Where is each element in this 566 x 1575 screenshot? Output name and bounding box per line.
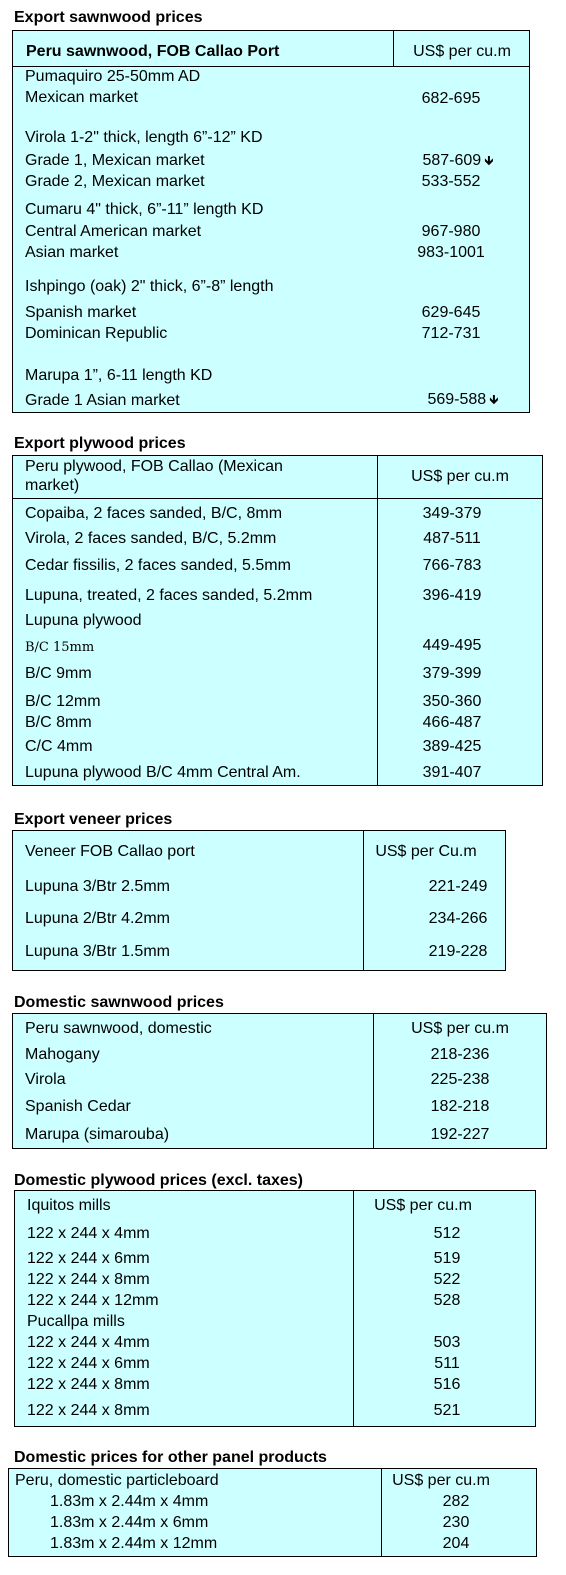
table-row-label: B/C 15mm [25, 640, 95, 655]
section-title-export-plywood: Export plywood prices [14, 435, 186, 452]
table-row-value [393, 152, 523, 170]
table-row-value: 234-266 [428, 910, 488, 927]
table-row-label: Lupuna 2/Btr 4.2mm [25, 910, 170, 927]
table-row-value: 391-407 [422, 764, 482, 781]
table-row-label: Cedar fissilis, 2 faces sanded, 5.5mm [25, 557, 291, 574]
table-row-value-text: 587-609 [422, 152, 482, 169]
table-row-value: 230 [442, 1514, 470, 1531]
table-row-value: 192-227 [430, 1126, 490, 1143]
table-row-value: 389-425 [422, 738, 482, 755]
down-arrow-icon: 🡻 [489, 392, 499, 407]
table-row-label: Lupuna plywood [25, 612, 142, 629]
table-row-value: 379-399 [422, 665, 482, 682]
table-row-value: 218-236 [430, 1046, 490, 1063]
table-row-value: 682-695 [421, 90, 481, 107]
table-row-label: Cumaru 4" thick, 6”-11” length KD [25, 201, 264, 218]
table-row-label: Lupuna plywood B/C 4mm Central Am. [25, 764, 301, 781]
table-row-label: Virola 1-2" thick, length 6”-12” KD [25, 129, 263, 146]
table-row-label: Copaiba, 2 faces sanded, B/C, 8mm [25, 505, 283, 522]
panel-products-table [8, 1468, 537, 1557]
table-header-unit: US$ per Cu.m [375, 843, 477, 860]
table-row-value: 182-218 [430, 1098, 490, 1115]
table-row-label: Pucallpa mills [27, 1313, 125, 1330]
table-row-value-text: 569-588 [427, 391, 487, 408]
table-row-value: 967-980 [421, 223, 481, 240]
table-row-value: 512 [433, 1225, 461, 1242]
table-row-label: 122 x 244 x 8mm [27, 1402, 150, 1419]
table-header-unit: US$ per cu.m [411, 1020, 509, 1037]
table-row-label: 122 x 244 x 12mm [27, 1292, 159, 1309]
table-row-label: 1.83m x 2.44m x 4mm [50, 1493, 209, 1510]
table-row-label: Ishpingo (oak) 2" thick, 6”-8” length [25, 278, 274, 295]
table-header-unit: US$ per cu.m [413, 43, 511, 60]
export-sawnwood-table [12, 30, 530, 413]
table-row-value: 221-249 [428, 878, 488, 895]
section-title-export-sawnwood: Export sawnwood prices [14, 9, 203, 26]
table-row-value: 503 [433, 1334, 461, 1351]
down-arrow-icon: 🡻 [484, 153, 494, 168]
table-row-label: Spanish market [25, 304, 137, 321]
table-header-unit: US$ per cu.m [392, 1472, 490, 1489]
table-row-label: Lupuna 3/Btr 1.5mm [25, 943, 170, 960]
table-header-unit: US$ per cu.m [374, 1197, 472, 1214]
table-row-label: 122 x 244 x 4mm [27, 1334, 150, 1351]
domestic-sawnwood-table [12, 1013, 547, 1149]
table-row-value: 449-495 [422, 637, 482, 654]
table-row-label: 122 x 244 x 4mm [27, 1225, 150, 1242]
table-row-value: 396-419 [422, 587, 482, 604]
table-row-value: 519 [433, 1250, 461, 1267]
table-row-value: 282 [442, 1493, 470, 1510]
table-row-value: 204 [442, 1535, 470, 1552]
table-row-label: 122 x 244 x 6mm [27, 1250, 150, 1267]
table-row-value: 522 [433, 1271, 461, 1288]
table-divider [13, 498, 542, 499]
table-row-label: B/C 8mm [25, 714, 92, 731]
table-row-label: Asian market [25, 244, 119, 261]
table-row-label: Grade 2, Mexican market [25, 173, 205, 190]
table-row-label: Virola [25, 1071, 66, 1088]
table-row-label: 122 x 244 x 8mm [27, 1271, 150, 1288]
table-row-label: B/C 12mm [25, 693, 101, 710]
domestic-plywood-table [14, 1190, 536, 1427]
table-row-value: 712-731 [421, 325, 481, 342]
table-row-label: Spanish Cedar [25, 1098, 131, 1115]
table-row-label: Dominican Republic [25, 325, 168, 342]
table-row-label: Grade 1, Mexican market [25, 152, 205, 169]
table-row-value: 466-487 [422, 714, 482, 731]
table-row-label: B/C 9mm [25, 665, 92, 682]
table-row-value: 528 [433, 1292, 461, 1309]
table-row-label: Lupuna 3/Btr 2.5mm [25, 878, 170, 895]
table-row-label: Mahogany [25, 1046, 100, 1063]
table-row-label: Grade 1 Asian market [25, 392, 180, 409]
section-title-panel-products: Domestic prices for other panel products [14, 1449, 327, 1466]
table-header-label: Peru plywood, FOB Callao (Mexican [25, 458, 283, 475]
table-row-value: 521 [433, 1402, 461, 1419]
table-row-value: 350-360 [422, 693, 482, 710]
table-row-label: Lupuna, treated, 2 faces sanded, 5.2mm [25, 587, 313, 604]
table-header-unit: US$ per cu.m [411, 468, 509, 485]
table-row-value: 219-228 [428, 943, 488, 960]
table-header-label: Peru, domestic particleboard [15, 1472, 219, 1489]
table-row-value: 225-238 [430, 1071, 490, 1088]
table-header-label: Peru sawnwood, domestic [25, 1020, 212, 1037]
table-row-value: 349-379 [422, 505, 482, 522]
table-row-label: Central American market [25, 223, 202, 240]
table-header-label: Peru sawnwood, FOB Callao Port [26, 43, 280, 60]
table-row-value: 511 [434, 1355, 460, 1372]
table-row-label: Pumaquiro 25-50mm AD [25, 68, 201, 85]
export-veneer-table [12, 830, 506, 971]
table-row-label: 122 x 244 x 6mm [27, 1355, 150, 1372]
table-row-value: 516 [433, 1376, 461, 1393]
table-header-label: Veneer FOB Callao port [25, 843, 195, 860]
table-row-value: 766-783 [422, 557, 482, 574]
table-row-label: Marupa (simarouba) [25, 1126, 170, 1143]
export-plywood-table [12, 455, 543, 786]
table-row-value: 487-511 [423, 530, 481, 547]
section-title-domestic-sawnwood: Domestic sawnwood prices [14, 994, 224, 1011]
section-title-export-veneer: Export veneer prices [14, 811, 173, 828]
table-row-label: Marupa 1”, 6-11 length KD [25, 367, 213, 384]
table-header-label: market) [25, 477, 80, 494]
table-row-label: 1.83m x 2.44m x 6mm [50, 1514, 209, 1531]
table-header-label: Iquitos mills [27, 1197, 111, 1214]
table-row-value: 629-645 [421, 304, 481, 321]
table-row-label: C/C 4mm [25, 738, 93, 755]
table-row-label: Mexican market [25, 89, 138, 106]
table-row-value: 983-1001 [417, 244, 485, 261]
table-row-label: Virola, 2 faces sanded, B/C, 5.2mm [25, 530, 277, 547]
section-title-domestic-plywood: Domestic plywood prices (excl. taxes) [14, 1172, 303, 1189]
table-row-label: 122 x 244 x 8mm [27, 1376, 150, 1393]
table-row-value: 533-552 [421, 173, 481, 190]
table-row-value [393, 391, 533, 409]
table-row-label: 1.83m x 2.44m x 12mm [50, 1535, 218, 1552]
table-divider [13, 66, 529, 67]
